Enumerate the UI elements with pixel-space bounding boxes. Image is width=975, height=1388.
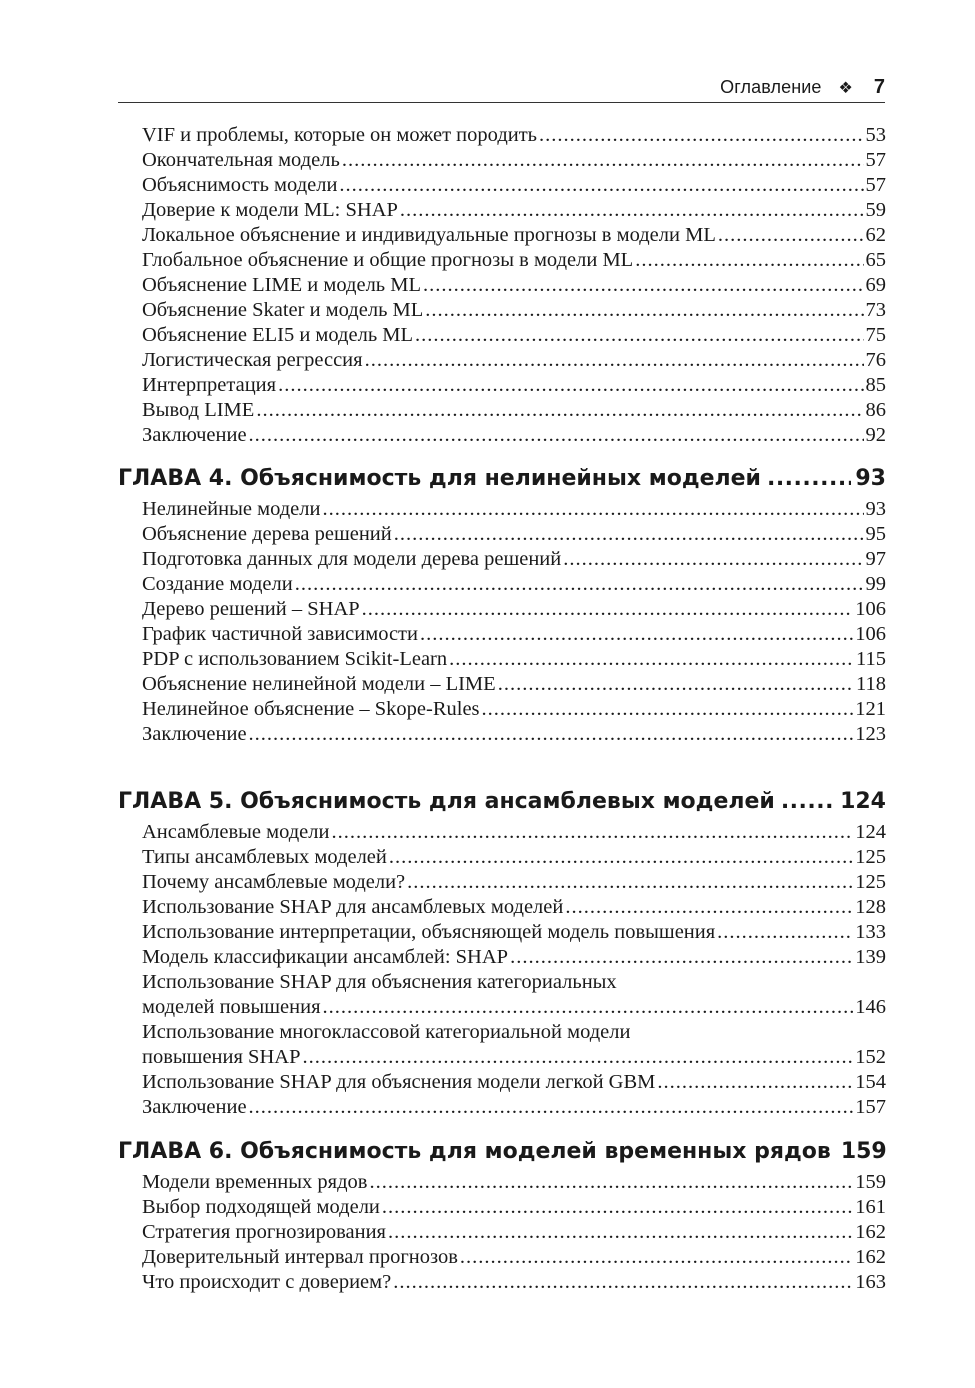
dot-leader bbox=[388, 1220, 853, 1245]
entry-title: Что происходит с доверием? bbox=[142, 1271, 392, 1293]
dot-leader bbox=[339, 173, 863, 198]
toc-chapter-heading[interactable] bbox=[118, 1134, 886, 1170]
entry-page: 125 bbox=[855, 871, 886, 893]
dot-leader bbox=[407, 870, 853, 895]
entry-title: Объяснение ELI5 и модель ML bbox=[142, 324, 414, 346]
toc-entry[interactable] bbox=[118, 1245, 886, 1270]
entry-title: Почему ансамблевые модели? bbox=[142, 871, 406, 893]
entry-title: VIF и проблемы, которые он может породить bbox=[142, 124, 538, 146]
entry-title: Объяснение нелинейной модели – LIME bbox=[142, 673, 496, 695]
dot-leader bbox=[278, 373, 863, 398]
toc-entry[interactable] bbox=[118, 920, 886, 945]
dot-leader bbox=[249, 722, 854, 747]
dot-leader bbox=[362, 597, 854, 622]
entry-page: 152 bbox=[855, 1046, 886, 1068]
entry-title: Заключение bbox=[142, 1096, 247, 1118]
chapter-title: ГЛАВА 4. Объяснимость для нелинейных моделей bbox=[118, 466, 761, 491]
dot-leader bbox=[369, 1170, 853, 1195]
toc-section bbox=[118, 461, 886, 747]
toc-chapter-heading[interactable] bbox=[118, 461, 886, 497]
dot-leader bbox=[323, 995, 854, 1020]
entry-page: 133 bbox=[855, 921, 886, 943]
dot-leader bbox=[425, 298, 863, 323]
chapter-page: 124 bbox=[840, 789, 886, 814]
toc-chapter-heading[interactable] bbox=[118, 784, 886, 820]
toc-entry[interactable] bbox=[118, 722, 886, 747]
toc-entry[interactable] bbox=[118, 820, 886, 845]
toc-section bbox=[118, 784, 886, 1120]
toc-entry[interactable] bbox=[118, 173, 886, 198]
dot-leader bbox=[342, 148, 864, 173]
entry-title: Заключение bbox=[142, 723, 247, 745]
dot-leader bbox=[365, 348, 864, 373]
toc-entry[interactable] bbox=[118, 647, 886, 672]
entry-title: Создание модели bbox=[142, 573, 293, 595]
entry-title: Подготовка данных для модели дерева решений bbox=[142, 548, 562, 570]
entry-title: Стратегия прогнозирования bbox=[142, 1221, 386, 1243]
dot-leader bbox=[781, 784, 836, 820]
toc-entry[interactable] bbox=[118, 123, 886, 148]
ornament-icon: ❖ bbox=[838, 80, 853, 97]
running-header bbox=[118, 74, 885, 104]
entry-title: Нелинейные модели bbox=[142, 498, 321, 520]
entry-title: Использование SHAP для ансамблевых моделей bbox=[142, 896, 564, 918]
dot-leader bbox=[539, 123, 863, 148]
entry-page: 106 bbox=[855, 623, 886, 645]
toc-entry[interactable] bbox=[118, 423, 886, 448]
entry-page: 118 bbox=[856, 673, 886, 695]
toc-entry[interactable] bbox=[118, 597, 886, 622]
chapter-title: ГЛАВА 5. Объяснимость для ансамблевых моделей bbox=[118, 789, 775, 814]
toc-entry[interactable] bbox=[118, 273, 886, 298]
entry-page: 62 bbox=[865, 224, 886, 246]
toc-entry[interactable] bbox=[118, 672, 886, 697]
toc-entry[interactable] bbox=[118, 1095, 886, 1120]
entry-title: Вывод LIME bbox=[142, 399, 255, 421]
dot-leader bbox=[460, 1245, 853, 1270]
dot-leader bbox=[635, 248, 863, 273]
entry-title: повышения SHAP bbox=[142, 1046, 301, 1068]
entry-title: Локальное объяснение и индивидуальные прогнозы в модели ML bbox=[142, 224, 716, 246]
toc-entry[interactable] bbox=[118, 970, 886, 1020]
toc-entry[interactable] bbox=[118, 895, 886, 920]
dot-leader bbox=[657, 1070, 853, 1095]
toc-entry[interactable] bbox=[118, 622, 886, 647]
entry-page: 159 bbox=[855, 1171, 886, 1193]
entry-title: Нелинейное объяснение – Skope-Rules bbox=[142, 698, 480, 720]
dot-leader bbox=[249, 423, 864, 448]
toc-entry[interactable] bbox=[118, 348, 886, 373]
dot-leader bbox=[256, 398, 863, 423]
dot-leader bbox=[382, 1195, 853, 1220]
toc-entry[interactable] bbox=[118, 373, 886, 398]
entry-page: 121 bbox=[855, 698, 886, 720]
entry-page: 59 bbox=[865, 199, 886, 221]
entry-page: 124 bbox=[855, 821, 886, 843]
entry-page: 53 bbox=[865, 124, 886, 146]
entry-title: Интерпретация bbox=[142, 374, 277, 396]
dot-leader bbox=[449, 647, 854, 672]
entry-page: 69 bbox=[865, 274, 886, 296]
entry-title: моделей повышения bbox=[142, 996, 321, 1018]
toc-entry[interactable] bbox=[118, 298, 886, 323]
entry-page: 139 bbox=[855, 946, 886, 968]
toc-entry[interactable] bbox=[118, 1070, 886, 1095]
entry-title-line1: Использование SHAP для объяснения категориальных bbox=[142, 971, 617, 993]
entry-title: Объяснение Skater и модель ML bbox=[142, 299, 424, 321]
entry-title: Выбор подходящей модели bbox=[142, 1196, 380, 1218]
toc-entry[interactable] bbox=[118, 223, 886, 248]
entry-page: 163 bbox=[855, 1271, 886, 1293]
toc-entry[interactable] bbox=[118, 148, 886, 173]
toc-entry[interactable] bbox=[118, 1020, 886, 1070]
dot-leader bbox=[393, 1270, 853, 1295]
toc-section bbox=[118, 1134, 886, 1295]
dot-leader bbox=[767, 461, 851, 497]
entry-title-line1: Использование многоклассовой категориальной модели bbox=[142, 1021, 631, 1043]
entry-title: Дерево решений – SHAP bbox=[142, 598, 360, 620]
dot-leader bbox=[563, 547, 863, 572]
entry-page: 93 bbox=[865, 498, 886, 520]
entry-page: 86 bbox=[865, 399, 886, 421]
entry-page: 162 bbox=[855, 1221, 886, 1243]
entry-title: График частичной зависимости bbox=[142, 623, 418, 645]
toc-entry[interactable] bbox=[118, 697, 886, 722]
toc-entry[interactable] bbox=[118, 945, 886, 970]
chapter-title: ГЛАВА 6. Объяснимость для моделей временных рядов bbox=[118, 1139, 831, 1164]
entry-title-line2 bbox=[142, 995, 886, 1020]
chapter-page: 93 bbox=[855, 466, 886, 491]
dot-leader bbox=[482, 697, 854, 722]
entry-page: 161 bbox=[855, 1196, 886, 1218]
entry-title: Типы ансамблевых моделей bbox=[142, 846, 387, 868]
entry-page: 154 bbox=[855, 1071, 886, 1093]
dot-leader bbox=[295, 572, 864, 597]
dot-leader bbox=[420, 622, 853, 647]
dot-leader bbox=[423, 273, 863, 298]
dot-leader bbox=[498, 672, 854, 697]
entry-page: 162 bbox=[855, 1246, 886, 1268]
entry-page: 115 bbox=[856, 648, 886, 670]
toc-entry[interactable] bbox=[118, 323, 886, 348]
entry-title: PDP с использованием Scikit-Learn bbox=[142, 648, 448, 670]
dot-leader bbox=[415, 323, 863, 348]
entry-title: Окончательная модель bbox=[142, 149, 340, 171]
dot-leader bbox=[331, 820, 853, 845]
dot-leader bbox=[400, 198, 864, 223]
toc-entry[interactable] bbox=[118, 845, 886, 870]
dot-leader bbox=[565, 895, 853, 920]
entry-title: Использование SHAP для объяснения модели легкой GBM bbox=[142, 1071, 656, 1093]
dot-leader bbox=[717, 920, 853, 945]
entry-page: 106 bbox=[855, 598, 886, 620]
page-number: 7 bbox=[873, 76, 885, 98]
entry-title: Модели временных рядов bbox=[142, 1171, 368, 1193]
entry-page: 85 bbox=[865, 374, 886, 396]
chapter-page: 159 bbox=[840, 1139, 887, 1164]
entry-title: Логистическая регрессия bbox=[142, 349, 363, 371]
entry-page: 57 bbox=[865, 149, 886, 171]
dot-leader bbox=[394, 522, 864, 547]
entry-title: Объяснимость модели bbox=[142, 174, 338, 196]
header-title: Оглавление bbox=[720, 77, 822, 97]
toc-entry[interactable] bbox=[118, 1170, 886, 1195]
entry-page: 125 bbox=[855, 846, 886, 868]
entry-title: Доверие к модели ML: SHAP bbox=[142, 199, 398, 221]
entry-title: Ансамблевые модели bbox=[142, 821, 330, 843]
entry-page: 92 bbox=[865, 424, 886, 446]
dot-leader bbox=[249, 1095, 854, 1120]
toc-entry[interactable] bbox=[118, 248, 886, 273]
entry-page: 146 bbox=[855, 996, 886, 1018]
entry-title-line2 bbox=[142, 1045, 886, 1070]
entry-page: 157 bbox=[855, 1096, 886, 1118]
toc-entry[interactable] bbox=[118, 1220, 886, 1245]
header-rule bbox=[118, 102, 885, 103]
toc-entry[interactable] bbox=[118, 497, 886, 522]
entry-page: 128 bbox=[855, 896, 886, 918]
toc-entry[interactable] bbox=[118, 572, 886, 597]
entry-page: 99 bbox=[865, 573, 886, 595]
toc-entry[interactable] bbox=[118, 870, 886, 895]
dot-leader bbox=[718, 223, 864, 248]
entry-page: 123 bbox=[855, 723, 886, 745]
dot-leader bbox=[322, 497, 863, 522]
toc-section bbox=[118, 123, 886, 448]
entry-title: Глобальное объяснение и общие прогнозы в модели ML bbox=[142, 249, 634, 271]
entry-page: 75 bbox=[865, 324, 886, 346]
entry-page: 95 bbox=[865, 523, 886, 545]
toc-entry[interactable] bbox=[118, 522, 886, 547]
entry-title: Использование интерпретации, объясняющей модель повышения bbox=[142, 921, 716, 943]
entry-page: 65 bbox=[865, 249, 886, 271]
toc-entry[interactable] bbox=[118, 1270, 886, 1295]
toc-entry[interactable] bbox=[118, 1195, 886, 1220]
entry-title: Объяснение LIME и модель ML bbox=[142, 274, 422, 296]
toc-entry[interactable] bbox=[118, 398, 886, 423]
entry-title: Доверительный интервал прогнозов bbox=[142, 1246, 458, 1268]
entry-title: Заключение bbox=[142, 424, 247, 446]
entry-title: Объяснение дерева решений bbox=[142, 523, 392, 545]
entry-page: 73 bbox=[865, 299, 886, 321]
entry-page: 97 bbox=[865, 548, 886, 570]
entry-title: Модель классификации ансамблей: SHAP bbox=[142, 946, 509, 968]
toc-entry[interactable] bbox=[118, 198, 886, 223]
entry-page: 57 bbox=[865, 174, 886, 196]
dot-leader bbox=[389, 845, 853, 870]
dot-leader bbox=[510, 945, 853, 970]
toc-entry[interactable] bbox=[118, 547, 886, 572]
dot-leader bbox=[302, 1045, 853, 1070]
entry-page: 76 bbox=[865, 349, 886, 371]
